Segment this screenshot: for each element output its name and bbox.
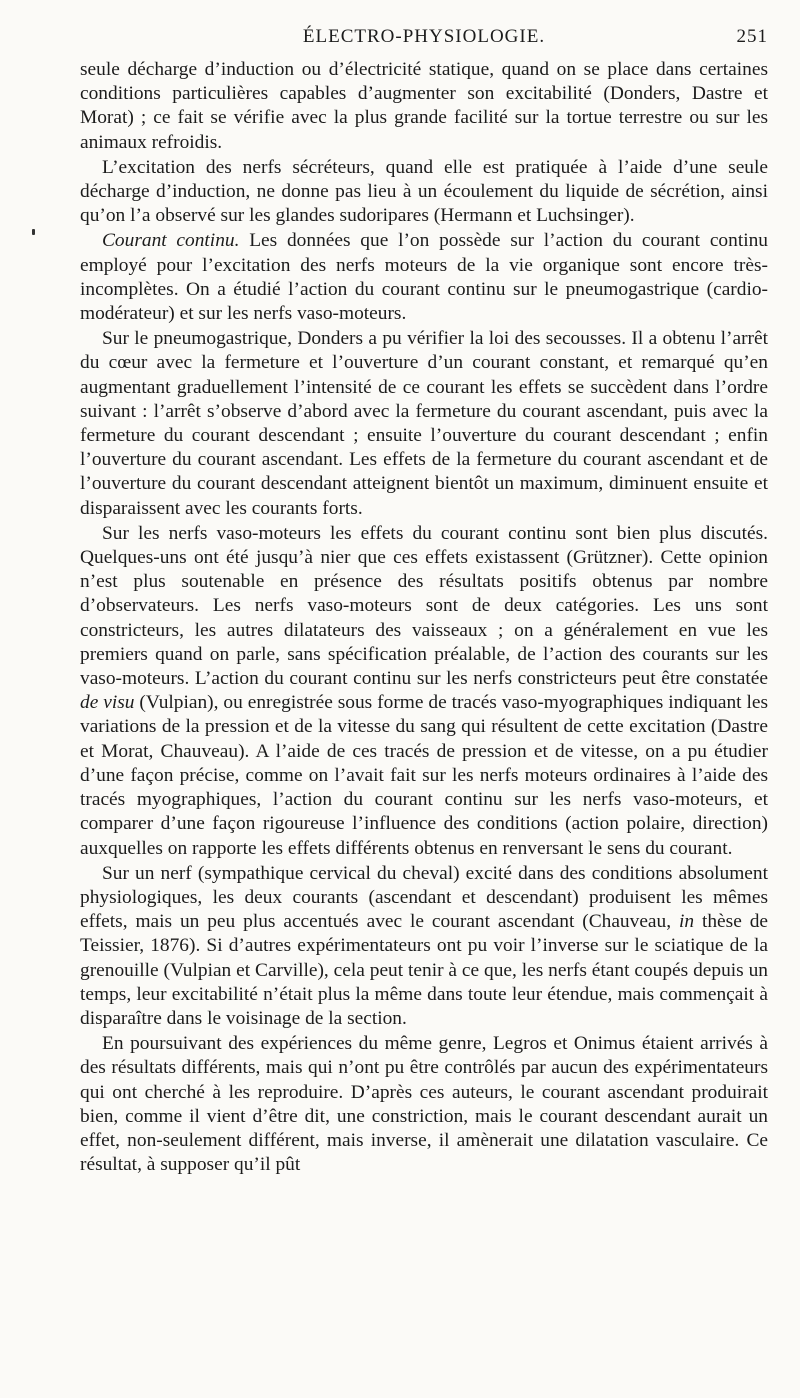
paragraph-1: seule décharge d’induction ou d’électricité statique, quand on se place dans certaines conditions particulières capables d’augmenter son excitabilité (Donders, Dastre et Morat) ; ce fait se vérifie avec la plus grande facilité sur la tortue terrestre ou sur les animaux refroidis. — [80, 59, 768, 153]
section-heading-courant-continu: Courant continu. — [102, 230, 240, 252]
page-number: 251 — [736, 26, 768, 47]
paragraph-6-before: Sur un nerf (sympathique cervical du cheval) excité dans des conditions absolument physiologiques, les deux courants (ascendant et descendant) produisent les mêmes effets, mais un peu plus accentués avec le courant ascendant (Chauveau, — [80, 862, 768, 933]
paragraph-3 — [80, 229, 768, 326]
running-title: ÉLECTRO-PHYSIOLOGIE. — [302, 26, 546, 47]
paragraph-7: En poursuivant des expériences du même genre, Legros et Onimus étaient arrivés à des résultats différents, mais qui n’ont pu être contrôlés par aucun des expérimentateurs qui ont cherché à les reproduire. D’après ces auteurs, le courant ascendant produirait bien, comme il vient d’être dit, une constriction, mais le courant descendant aurait un effet, non-seulement différent, mais inverse, il amènerait une dilatation vasculaire. Ce résultat, à supposer qu’il pût — [80, 1033, 768, 1176]
paragraph-6 — [80, 862, 768, 1031]
running-header — [80, 26, 768, 56]
paragraph-6-italic: in — [678, 911, 695, 933]
paragraph-3-text: Les données que l’on possède sur l’action du courant continu employé pour l’excitation des nerfs moteurs de la vie organique sont encore très-incomplètes. On a étudié l’action du courant continu sur le pneumogastrique (cardio-modérateur) et sur les nerfs vaso-moteurs. — [80, 230, 768, 325]
paragraph-5 — [80, 522, 768, 861]
paragraph-5-before: Sur les nerfs vaso-moteurs les effets du courant continu sont bien plus discutés. Quelques-uns ont été jusqu’à nier que ces effets existassent (Grützner). Cette opinion n’est plus soutenable en présence des résultats positifs obtenus par nombre d’observateurs. Les nerfs vaso-moteurs sont de deux catégories. Les uns sont constricteurs, les autres dilatateurs des vaisseaux ; on a généralement en vue les premiers quand on parle, sans spécification préalable, de l’action des courants sur les vaso-moteurs. L’action du courant continu sur les nerfs constricteurs peut être constatée — [80, 522, 768, 690]
body-text — [80, 58, 768, 1177]
paragraph-5-after: (Vulpian), ou enregistrée sous forme de tracés vaso-myographiques indiquant les variations de la pression et de la vitesse du sang qui résultent de cette excitation (Dastre et Morat, Chauveau). A l’aide de ces tracés de pression et de vitesse, on a pu étudier d’une façon précise, comme on l’avait fait sur les nerfs moteurs ordinaires à l’aide des tracés myographiques, l’action du courant continu sur les nerfs vaso-moteurs, et comparer d’une façon rigoureuse l’influence des conditions (action polaire, direction) auxquelles on rapporte les effets différents obtenus en renversant le sens du courant. — [80, 692, 768, 859]
paragraph-5-italic: de visu — [80, 692, 135, 714]
margin-ink-mark — [32, 229, 35, 235]
paragraph-2: L’excitation des nerfs sécréteurs, quand elle est pratiquée à l’aide d’une seule décharge d’induction, ne donne pas lieu à un écoulement du liquide de sécrétion, ainsi qu’on l’a observé sur les glandes sudoripares (Hermann et Luchsinger). — [80, 156, 768, 227]
paragraph-4: Sur le pneumogastrique, Donders a pu vérifier la loi des secousses. Il a obtenu l’arrêt du cœur avec la fermeture et l’ouverture d’un courant constant, et remarqué qu’en augmentant graduellement l’intensité de ce courant les effets se succèdent dans l’ordre suivant : l’arrêt s’observe d’abord avec la fermeture du courant ascendant, puis avec la fermeture du courant descendant ; ensuite l’ouverture du courant descendant ; enfin l’ouverture du courant ascendant. Les effets de la fermeture du courant ascendant et de l’ouverture du courant descendant atteignent bientôt un maximum, diminuent ensuite et disparaissent avec les courants forts. — [80, 328, 768, 519]
paragraph-6-after: thèse de Teissier, 1876). Si d’autres expérimentateurs ont pu voir l’inverse sur le sciatique de la grenouille (Vulpian et Carville), cela peut tenir à ce que, les nerfs étant coupés depuis un temps, leur excitabilité n’était plus la même dans toute leur étendue, mais commençait à disparaître dans le voisinage de la section. — [80, 911, 769, 1029]
